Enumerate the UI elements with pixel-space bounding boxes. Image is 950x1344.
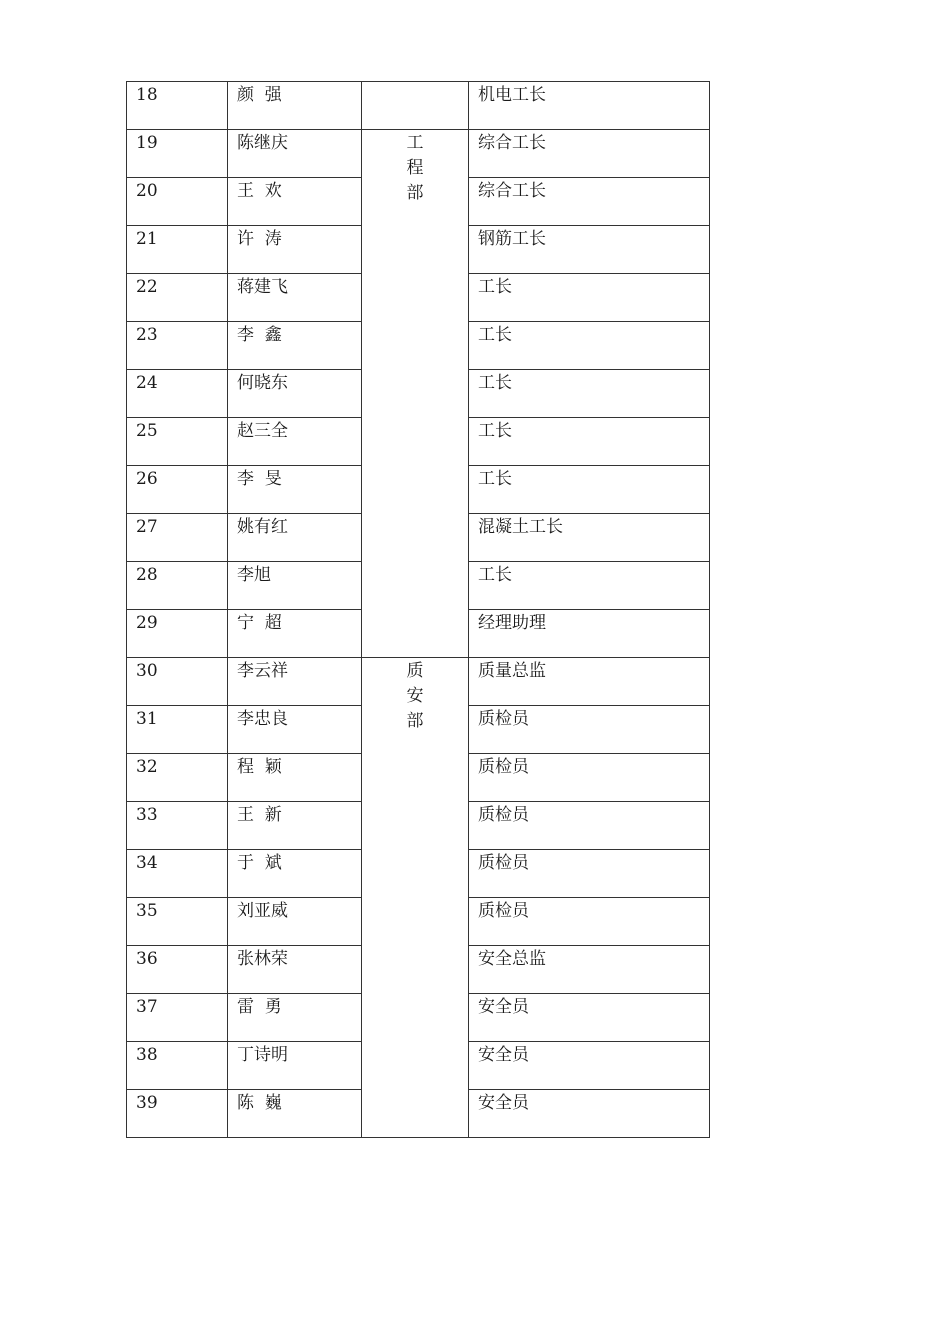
department-label: 工程部: [406, 133, 424, 203]
person-name: 李 鑫: [228, 322, 362, 370]
position: 经理助理: [469, 610, 710, 658]
person-name: 蒋建飞: [228, 274, 362, 322]
row-number: 29: [127, 610, 228, 658]
row-number: 21: [127, 226, 228, 274]
position: 工长: [469, 466, 710, 514]
person-name: 许 涛: [228, 226, 362, 274]
person-name: 颜 强: [228, 82, 362, 130]
row-number: 38: [127, 1042, 228, 1090]
row-number: 18: [127, 82, 228, 130]
row-number: 31: [127, 706, 228, 754]
table-row: [127, 82, 710, 130]
row-number: 19: [127, 130, 228, 178]
position: 工长: [469, 274, 710, 322]
position: 安全员: [469, 1042, 710, 1090]
row-number: 27: [127, 514, 228, 562]
position: 质量总监: [469, 658, 710, 706]
person-name: 李 旻: [228, 466, 362, 514]
table-row: [127, 658, 710, 706]
position: 安全员: [469, 994, 710, 1042]
position: 综合工长: [469, 178, 710, 226]
position: 质检员: [469, 850, 710, 898]
person-name: 王 新: [228, 802, 362, 850]
row-number: 35: [127, 898, 228, 946]
row-number: 20: [127, 178, 228, 226]
row-number: 24: [127, 370, 228, 418]
person-name: 赵三全: [228, 418, 362, 466]
row-number: 39: [127, 1090, 228, 1138]
person-name: 宁 超: [228, 610, 362, 658]
row-number: 33: [127, 802, 228, 850]
row-number: 28: [127, 562, 228, 610]
row-number: 22: [127, 274, 228, 322]
position: 工长: [469, 370, 710, 418]
person-name: 李旭: [228, 562, 362, 610]
person-name: 雷 勇: [228, 994, 362, 1042]
person-name: 陈 巍: [228, 1090, 362, 1138]
position: 综合工长: [469, 130, 710, 178]
table-row: [127, 130, 710, 178]
department-cell-blank: [362, 82, 469, 130]
department-quality-safety: [362, 658, 469, 1138]
position: 工长: [469, 322, 710, 370]
department-label: 质安部: [406, 661, 424, 731]
position: 质检员: [469, 802, 710, 850]
position: 质检员: [469, 754, 710, 802]
person-name: 程 颖: [228, 754, 362, 802]
person-name: 刘亚威: [228, 898, 362, 946]
person-name: 何晓东: [228, 370, 362, 418]
person-name: 张林荣: [228, 946, 362, 994]
person-name: 李忠良: [228, 706, 362, 754]
person-name: 姚有红: [228, 514, 362, 562]
position: 混凝土工长: [469, 514, 710, 562]
person-name: 李云祥: [228, 658, 362, 706]
position: 工长: [469, 562, 710, 610]
row-number: 37: [127, 994, 228, 1042]
position: 安全总监: [469, 946, 710, 994]
person-name: 陈继庆: [228, 130, 362, 178]
row-number: 26: [127, 466, 228, 514]
row-number: 30: [127, 658, 228, 706]
row-number: 36: [127, 946, 228, 994]
person-name: 丁诗明: [228, 1042, 362, 1090]
person-name: 于 斌: [228, 850, 362, 898]
person-name: 王 欢: [228, 178, 362, 226]
department-engineering: [362, 130, 469, 658]
personnel-table: [126, 81, 710, 1138]
row-number: 34: [127, 850, 228, 898]
position: 工长: [469, 418, 710, 466]
position: 机电工长: [469, 82, 710, 130]
position: 安全员: [469, 1090, 710, 1138]
row-number: 32: [127, 754, 228, 802]
position: 质检员: [469, 706, 710, 754]
position: 质检员: [469, 898, 710, 946]
row-number: 25: [127, 418, 228, 466]
position: 钢筋工长: [469, 226, 710, 274]
row-number: 23: [127, 322, 228, 370]
